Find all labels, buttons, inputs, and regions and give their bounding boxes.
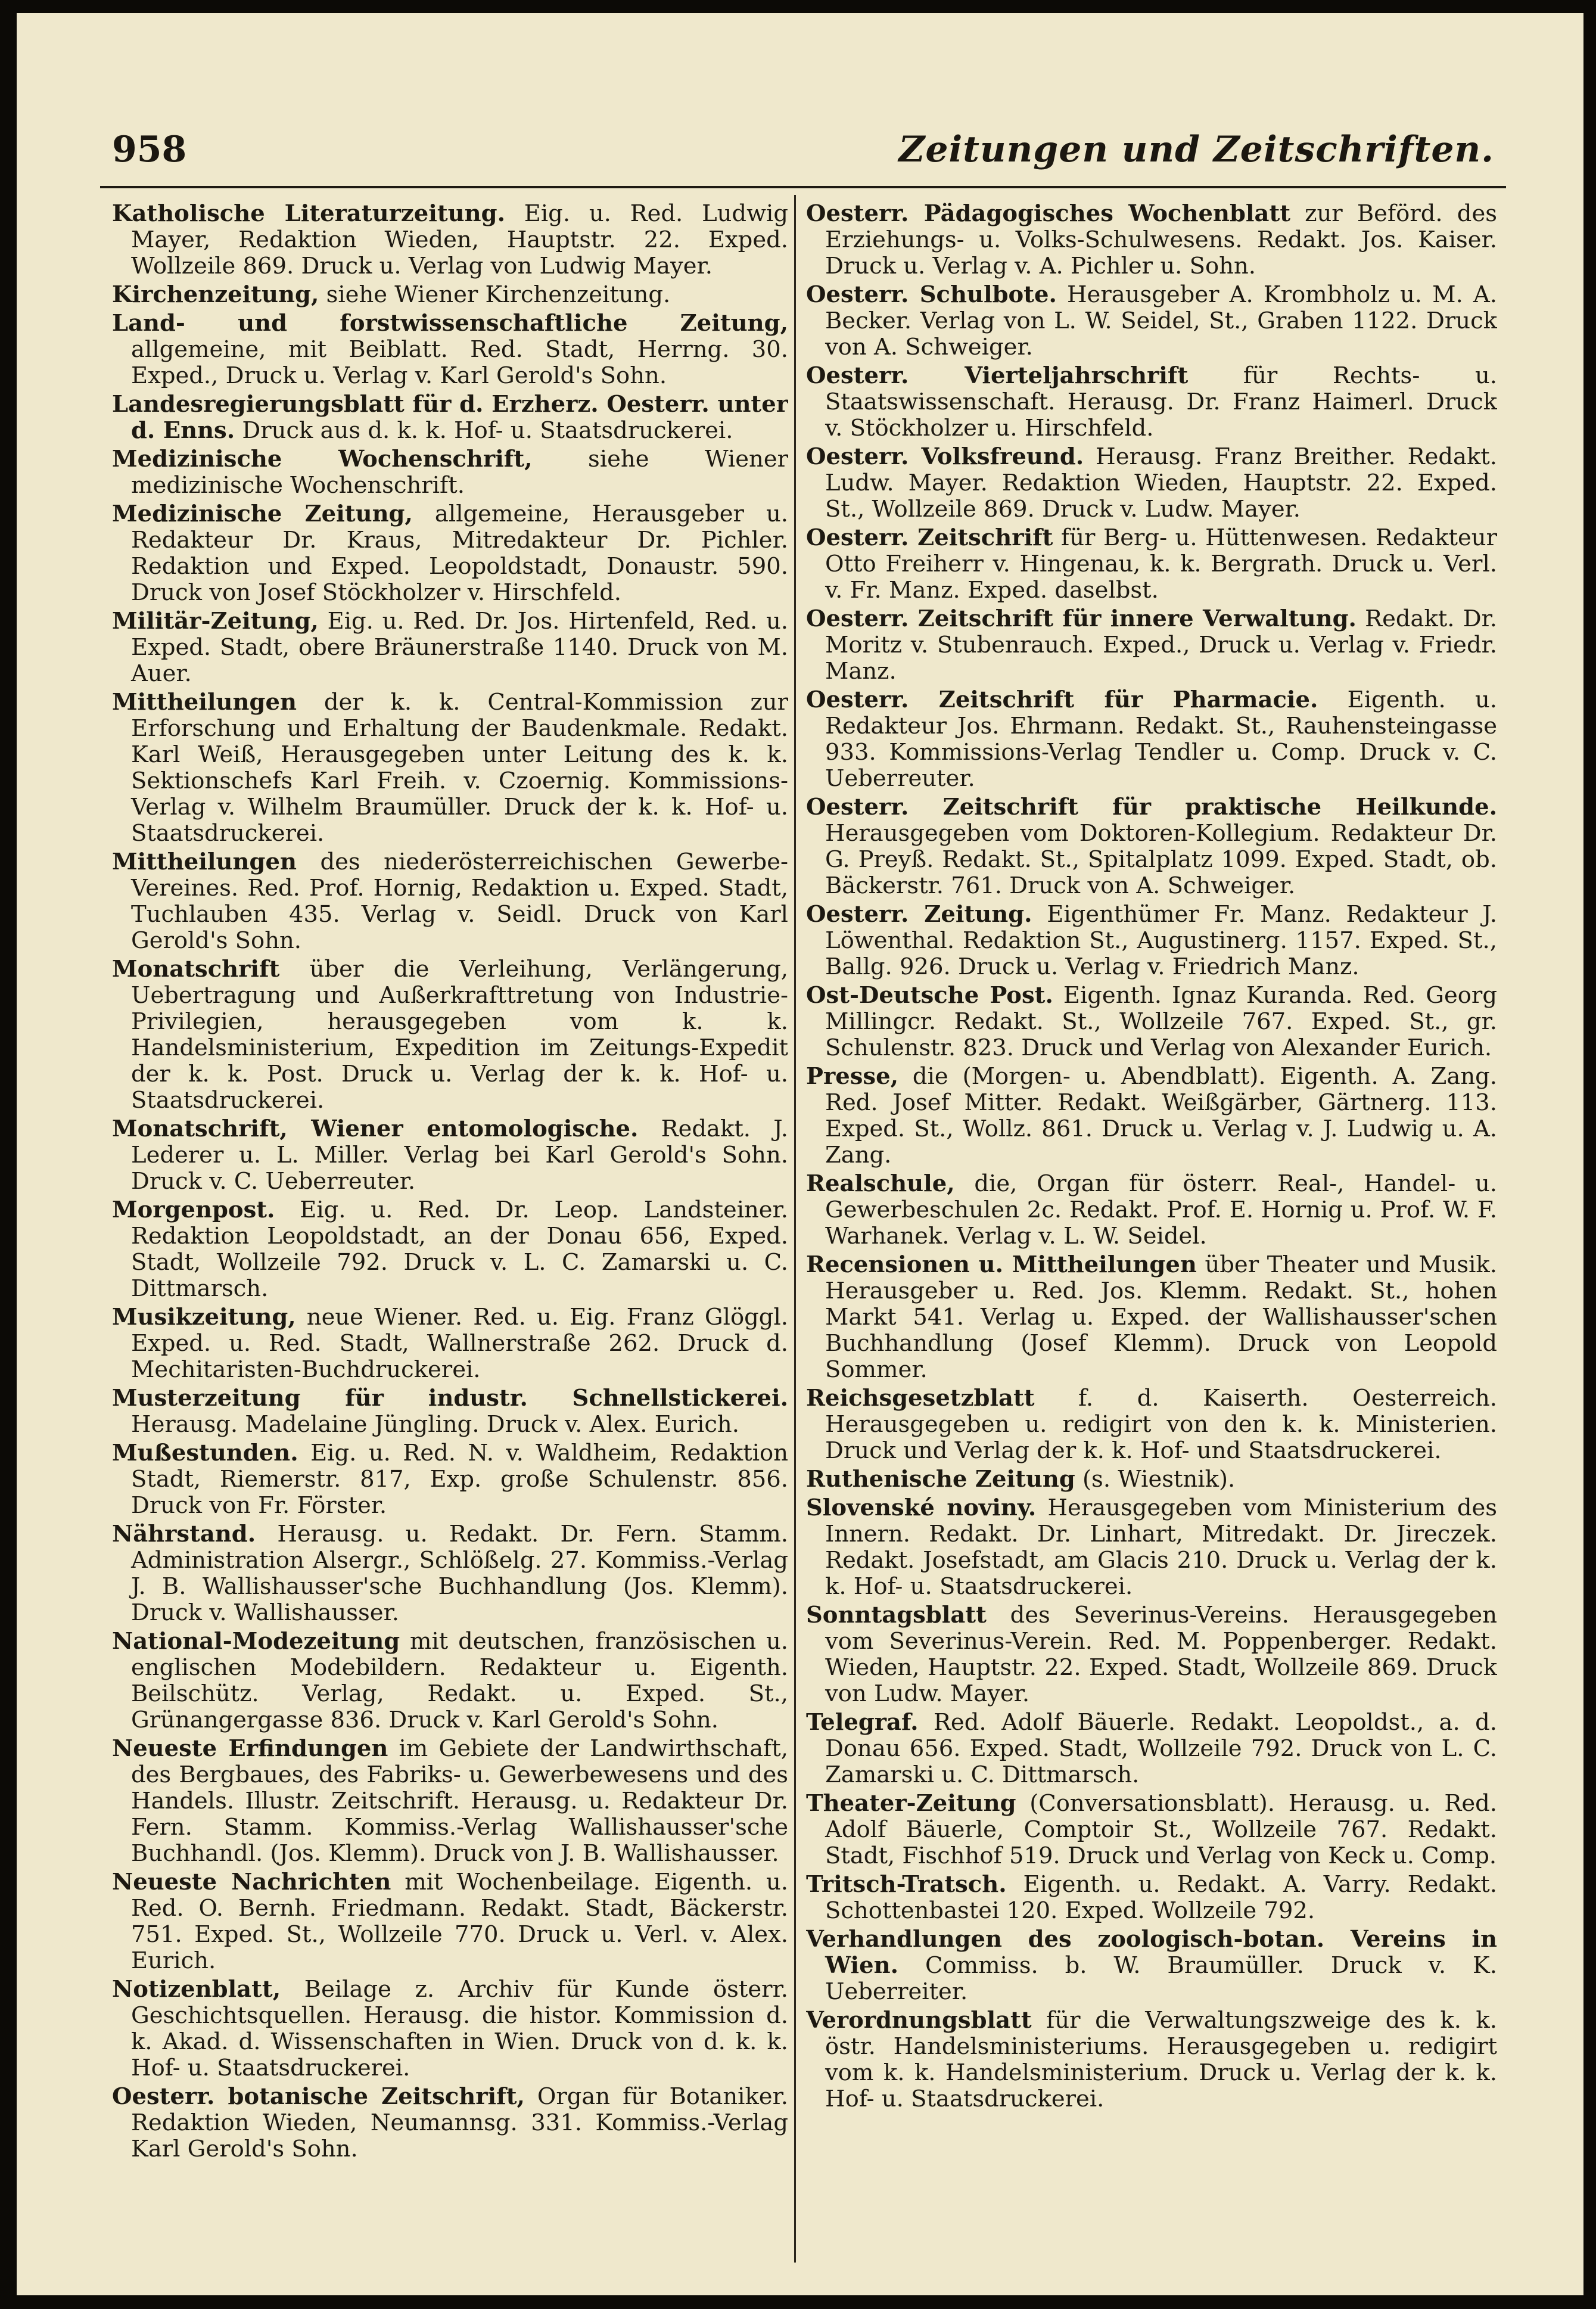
directory-entry bbox=[806, 1791, 1497, 1869]
entry-title: Reichsgesetzblatt bbox=[806, 1385, 1035, 1412]
entry-title: Mittheilungen bbox=[112, 849, 297, 875]
directory-entry bbox=[112, 2084, 788, 2162]
entry-text: mit deutschen, französischen u. englischen Modebildern. Redakteur u. Eigenth. Beilschütz. Verlag, Redakt. u. Exped. St., Grünangergasse 836. Druck v. Karl Gerold's Sohn. bbox=[131, 1628, 788, 1733]
entry-text: über die Verleihung, Verlängerung, Uebertragung und Außerkrafttretung von Industrie-Privilegien, herausgegeben vom k. k. Handelsministerium, Expedition im Zeitungs-Expedit der k. k. Post. Druck u. Verlag der k. k. Hof- u. Staatsdruckerei. bbox=[131, 956, 788, 1114]
entry-text: Eig. u. Red. Dr. Leop. Landsteiner. Redaktion Leopoldstadt, an der Donau 656, Exped. Stadt, Wollzeile 792. Druck v. L. C. Zamarski u. C. Dittmarsch. bbox=[131, 1197, 788, 1302]
entry-text: Redakt. J. Lederer u. L. Miller. Verlag bei Karl Gerold's Sohn. Druck v. C. Ueberreuter. bbox=[131, 1115, 788, 1195]
directory-entry bbox=[112, 849, 788, 954]
directory-entry bbox=[112, 1116, 788, 1195]
entry-title: Musikzeitung, bbox=[112, 1304, 296, 1331]
entry-title: Nährstand. bbox=[112, 1521, 256, 1547]
directory-entry bbox=[112, 201, 788, 279]
entry-text: die, Organ für österr. Real-, Handel- u. Gewerbeschulen 2c. Redakt. Prof. E. Hornig u. Prof. W. F. Warhanek. Verlag v. L. W. Seidel. bbox=[825, 1170, 1497, 1250]
directory-entry bbox=[112, 310, 788, 389]
entry-title: Verordnungsblatt bbox=[806, 2007, 1032, 2034]
directory-entry bbox=[112, 956, 788, 1114]
entry-text: neue Wiener. Red. u. Eig. Franz Glöggl. Exped. u. Red. Stadt, Wallnerstraße 262. Druck d. Mechitaristen-Buchdruckerei. bbox=[131, 1304, 788, 1383]
directory-entry bbox=[112, 1977, 788, 2081]
entry-title: Mußestunden. bbox=[112, 1440, 298, 1466]
directory-entry bbox=[806, 1602, 1497, 1707]
directory-entry bbox=[806, 794, 1497, 899]
directory-entry bbox=[806, 1495, 1497, 1600]
entry-title: Neueste Nachrichten bbox=[112, 1869, 391, 1895]
entry-text: im Gebiete der Landwirthschaft, des Bergbaues, des Fabriks- u. Gewerbewesens und des Handels. Illustr. Zeitschrift. Herausg. u. Redakteur Dr. Fern. Stamm. Kommiss.-Verlag Wallishausser'sche Buchhandl. (Jos. Klemm). Druck von J. B. Wallishausser. bbox=[131, 1735, 788, 1867]
directory-entry bbox=[806, 1872, 1497, 1924]
entry-title: Oesterr. Schulbote. bbox=[806, 281, 1057, 308]
directory-entry bbox=[806, 1252, 1497, 1383]
directory-entry bbox=[806, 1466, 1497, 1493]
entry-text: allgemeine, Herausgeber u. Redakteur Dr. Kraus, Mitredakteur Dr. Pichler. Redaktion und Exped. Leopoldstadt, Donaustr. 590. Druck von Josef Stöckholzer v. Hirschfeld. bbox=[131, 501, 788, 606]
entry-title: Oesterr. Pädagogisches Wochenblatt bbox=[806, 201, 1291, 227]
entry-title: Sonntagsblatt bbox=[806, 1602, 987, 1629]
entry-text: Red. Adolf Bäuerle. Redakt. Leopoldst., a. d. Donau 656. Exped. Stadt, Wollzeile 792. Druck von L. C. Zamarski u. C. Dittmarsch. bbox=[825, 1709, 1497, 1788]
entry-text: Eigenth. Ignaz Kuranda. Red. Georg Millingcr. Redakt. St., Wollzeile 767. Exped. St., gr. Schulenstr. 823. Druck und Verlag von Alexander Eurich. bbox=[825, 982, 1497, 1061]
entry-text: Herausgeber A. Krombholz u. M. A. Becker. Verlag von L. W. Seidel, St., Graben 1122. Druck von A. Schweiger. bbox=[825, 281, 1497, 361]
entry-text: Beilage z. Archiv für Kunde österr. Geschichtsquellen. Herausg. die histor. Kommission d. k. Akad. d. Wissenschaften in Wien. Druck von d. k. k. Hof- u. Staatsdruckerei. bbox=[131, 1976, 788, 2081]
entry-text: Commiss. b. W. Braumüller. Druck v. K. Ueberreiter. bbox=[825, 1952, 1497, 2005]
directory-entry bbox=[112, 446, 788, 499]
entry-text: mit Wochenbeilage. Eigenth. u. Red. O. Bernh. Friedmann. Redakt. Stadt, Bäckerstr. 751. Exped. St., Wollzeile 770. Druck u. Verl. v. Alex. Eurich. bbox=[131, 1869, 788, 1974]
entry-title: Neueste Erfindungen bbox=[112, 1735, 388, 1762]
entry-text: für Berg- u. Hüttenwesen. Redakteur Otto Freiherr v. Hingenau, k. k. Bergrath. Druck u. Verl. v. Fr. Manz. Exped. daselbst. bbox=[825, 524, 1497, 604]
entry-title: Ost-Deutsche Post. bbox=[806, 982, 1053, 1009]
entry-title: Theater-Zeitung bbox=[806, 1790, 1016, 1817]
entry-text: Herausgegeben vom Ministerium des Innern. Redakt. Dr. Linhart, Mitredakt. Dr. Jireczek. Redakt. Josefstadt, am Glacis 210. Druck u. Verlag der k. k. Hof- u. Staatsdruckerei. bbox=[825, 1494, 1497, 1600]
entry-title: Kirchenzeitung, bbox=[112, 281, 319, 308]
entry-title: Monatschrift bbox=[112, 956, 280, 983]
entry-text: der k. k. Central-Kommission zur Erforschung und Erhaltung der Baudenkmale. Redakt. Karl Weiß, Herausgegeben unter Leitung des k. k. Sektionschefs Karl Freih. v. Czoernig. Kommissions-Verlag v. Wilhelm Braumüller. Druck der k. k. Hof- u. Staatsdruckerei. bbox=[131, 689, 788, 847]
entry-title: Verhandlungen des zoologisch-botan. Vereins in Wien. bbox=[806, 1926, 1497, 1979]
directory-entry bbox=[806, 983, 1497, 1061]
directory-entry bbox=[806, 1710, 1497, 1788]
directory-entry bbox=[806, 1385, 1497, 1464]
directory-entry bbox=[806, 1064, 1497, 1169]
entry-text: für Rechts- u. Staatswissenschaft. Herausg. Dr. Franz Haimerl. Druck v. Stöckholzer u. Hirschfeld. bbox=[825, 362, 1497, 442]
entry-title: Morgenpost. bbox=[112, 1197, 275, 1223]
entry-title: Presse, bbox=[806, 1063, 898, 1090]
running-title: Zeitungen und Zeitschriften. bbox=[898, 129, 1494, 170]
right-column bbox=[806, 201, 1497, 2263]
entry-text: des Severinus-Vereins. Herausgegeben vom Severinus-Verein. Red. M. Poppenberger. Redakt. Wieden, Hauptstr. 22. Exped. Stadt, Wollzeile 869. Druck von Ludw. Mayer. bbox=[825, 1602, 1497, 1707]
entry-text: zur Beförd. des Erziehungs- u. Volks-Schulwesens. Redakt. Jos. Kaiser. Druck u. Verlag v. A. Pichler u. Sohn. bbox=[825, 201, 1497, 279]
entry-title: Notizenblatt, bbox=[112, 1976, 281, 2003]
entry-title: Recensionen u. Mittheilungen bbox=[806, 1251, 1197, 1278]
directory-entry bbox=[112, 1385, 788, 1438]
directory-entry bbox=[806, 606, 1497, 685]
directory-entry bbox=[112, 1521, 788, 1626]
entry-text: des niederösterreichischen Gewerbe-Vereines. Red. Prof. Hornig, Redaktion u. Exped. Stadt, Tuchlauben 435. Verlag v. Seidl. Druck von Karl Gerold's Sohn. bbox=[131, 849, 788, 954]
entry-text: Eigenthümer Fr. Manz. Redakteur J. Löwenthal. Redaktion St., Augustinerg. 1157. Exped. St., Ballg. 926. Druck u. Verlag v. Friedrich Manz. bbox=[825, 901, 1497, 980]
page-sheet bbox=[17, 13, 1583, 2295]
directory-entry bbox=[112, 1197, 788, 1302]
directory-entry bbox=[112, 282, 788, 308]
entry-title: Landesregierungsblatt für d. Erzherz. Oesterr. unter d. Enns. bbox=[112, 391, 788, 444]
entry-title: Tritsch-Tratsch. bbox=[806, 1871, 1007, 1898]
page-number: 958 bbox=[112, 129, 187, 170]
entry-title: Katholische Literaturzeitung. bbox=[112, 201, 505, 227]
entry-text: über Theater und Musik. Herausgeber u. Red. Jos. Klemm. Redakt. St., hohen Markt 541. Verlag u. Exped. der Wallishausser'schen Buchhandlung (Josef Klemm). Druck von Leopold Sommer. bbox=[825, 1251, 1497, 1383]
entry-text: Eigenth. u. Redakt. A. Varry. Redakt. Schottenbastei 120. Exped. Wollzeile 792. bbox=[825, 1871, 1497, 1924]
entry-title: Oesterr. Zeitung. bbox=[806, 901, 1032, 928]
directory-entry bbox=[112, 391, 788, 444]
directory-entry bbox=[806, 444, 1497, 523]
directory-entry bbox=[806, 1171, 1497, 1250]
entry-title: Telegraf. bbox=[806, 1709, 919, 1736]
entry-text: Eig. u. Red. Dr. Jos. Hirtenfeld, Red. u. Exped. Stadt, obere Bräunerstraße 1140. Druck von M. Auer. bbox=[131, 608, 788, 687]
entry-text: siehe Wiener Kirchenzeitung. bbox=[319, 281, 671, 308]
directory-entry bbox=[806, 525, 1497, 604]
left-column bbox=[112, 201, 788, 2263]
page-header bbox=[100, 120, 1506, 188]
directory-entry bbox=[112, 1869, 788, 1974]
directory-entry bbox=[112, 689, 788, 847]
entry-text: Herausgegeben vom Doktoren-Kollegium. Redakteur Dr. G. Preyß. Redakt. St., Spitalplatz 1099. Exped. Stadt, ob. Bäckerstr. 761. Druck von A. Schweiger. bbox=[825, 820, 1497, 899]
directory-entry bbox=[806, 201, 1497, 279]
entry-title: National-Modezeitung bbox=[112, 1628, 400, 1655]
directory-entry bbox=[806, 1926, 1497, 2005]
entry-text: allgemeine, mit Beiblatt. Red. Stadt, Herrng. 30. Exped., Druck u. Verlag v. Karl Gerold's Sohn. bbox=[131, 336, 788, 389]
entry-text: Eig. u. Red. Ludwig Mayer, Redaktion Wieden, Hauptstr. 22. Exped. Wollzeile 869. Druck u. Verlag von Ludwig Mayer. bbox=[131, 201, 788, 279]
entry-title: Oesterr. Zeitschrift für Pharmacie. bbox=[806, 686, 1318, 713]
entry-title: Mittheilungen bbox=[112, 689, 297, 716]
directory-entry bbox=[806, 282, 1497, 361]
column-divider bbox=[794, 195, 796, 2263]
entry-title: Militär-Zeitung, bbox=[112, 608, 319, 635]
directory-entry bbox=[112, 1304, 788, 1383]
entry-text: Herausg. Franz Breither. Redakt. Ludw. Mayer. Redaktion Wieden, Hauptstr. 22. Exped. St., Wollzeile 869. Druck v. Ludw. Mayer. bbox=[825, 443, 1497, 523]
entry-text: für die Verwaltungszweige des k. k. östr. Handelsministeriums. Herausgegeben u. redigirt vom k. k. Handelsministerium. Druck u. Verlag der k. k. Hof- u. Staatsdruckerei. bbox=[825, 2007, 1497, 2112]
entry-text: Herausg. u. Redakt. Dr. Fern. Stamm. Administration Alsergr., Schlößelg. 27. Kommiss.-Verlag J. B. Wallishausser'sche Buchhandlung (Jos. Klemm). Druck v. Wallishausser. bbox=[131, 1521, 788, 1626]
directory-entry bbox=[112, 608, 788, 687]
entry-title: Oesterr. botanische Zeitschrift, bbox=[112, 2083, 525, 2110]
entry-title: Musterzeitung für industr. Schnellstickerei. bbox=[112, 1385, 788, 1412]
directory-entry bbox=[112, 1440, 788, 1519]
directory-entry bbox=[806, 363, 1497, 442]
entry-title: Slovenské noviny. bbox=[806, 1494, 1037, 1521]
directory-entry bbox=[806, 902, 1497, 980]
directory-entry bbox=[112, 1736, 788, 1867]
entry-title: Monatschrift, Wiener entomologische. bbox=[112, 1115, 639, 1142]
entry-text: Eigenth. u. Redakteur Jos. Ehrmann. Redakt. St., Rauhensteingasse 933. Kommissions-Verlag Tendler u. Comp. Druck v. C. Ueberreuter. bbox=[825, 686, 1497, 792]
entry-title: Land- und forstwissenschaftliche Zeitung, bbox=[112, 310, 788, 337]
entry-text: (Conversationsblatt). Herausg. u. Red. Adolf Bäuerle, Comptoir St., Wollzeile 767. Redakt. Stadt, Fischhof 519. Druck und Verlag von Keck u. Comp. bbox=[825, 1790, 1497, 1869]
entry-text: Organ für Botaniker. Redaktion Wieden, Neumannsg. 331. Kommiss.-Verlag Karl Gerold's Sohn. bbox=[131, 2083, 788, 2162]
entry-text: Druck aus d. k. k. Hof- u. Staatsdruckerei. bbox=[235, 417, 733, 444]
entry-title: Oesterr. Volksfreund. bbox=[806, 443, 1084, 470]
entry-text: siehe Wiener medizinische Wochenschrift. bbox=[131, 446, 788, 499]
directory-entry bbox=[806, 687, 1497, 792]
entry-title: Medizinische Wochenschrift, bbox=[112, 446, 533, 473]
entry-text: Redakt. Dr. Moritz v. Stubenrauch. Exped., Druck u. Verlag v. Friedr. Manz. bbox=[825, 605, 1497, 685]
entry-text: Herausg. Madelaine Jüngling. Druck v. Alex. Eurich. bbox=[131, 1411, 739, 1438]
entry-title: Oesterr. Zeitschrift für innere Verwaltung. bbox=[806, 605, 1357, 632]
entry-text: f. d. Kaiserth. Oesterreich. Herausgegeben u. redigirt von den k. k. Ministerien. Druck und Verlag der k. k. Hof- und Staatsdruckerei. bbox=[825, 1385, 1497, 1464]
directory-entry bbox=[112, 1629, 788, 1733]
entry-title: Medizinische Zeitung, bbox=[112, 501, 413, 527]
entry-title: Realschule, bbox=[806, 1170, 955, 1197]
entry-text: die (Morgen- u. Abendblatt). Eigenth. A. Zang. Red. Josef Mitter. Redakt. Weißgärber, Gärtnerg. 113. Exped. St., Wollz. 861. Druck u. Verlag v. J. Ludwig u. A. Zang. bbox=[825, 1063, 1497, 1169]
directory-entry bbox=[806, 2007, 1497, 2112]
entry-title: Ruthenische Zeitung bbox=[806, 1466, 1075, 1493]
entry-title: Oesterr. Vierteljahrschrift bbox=[806, 362, 1189, 389]
entry-title: Oesterr. Zeitschrift bbox=[806, 524, 1053, 551]
entry-text: (s. Wiestnik). bbox=[1075, 1466, 1236, 1493]
entry-title: Oesterr. Zeitschrift für praktische Heilkunde. bbox=[806, 794, 1497, 821]
directory-entry bbox=[112, 501, 788, 606]
entry-text: Eig. u. Red. N. v. Waldheim, Redaktion Stadt, Riemerstr. 817, Exp. große Schulenstr. 856. Druck von Fr. Förster. bbox=[131, 1440, 788, 1519]
